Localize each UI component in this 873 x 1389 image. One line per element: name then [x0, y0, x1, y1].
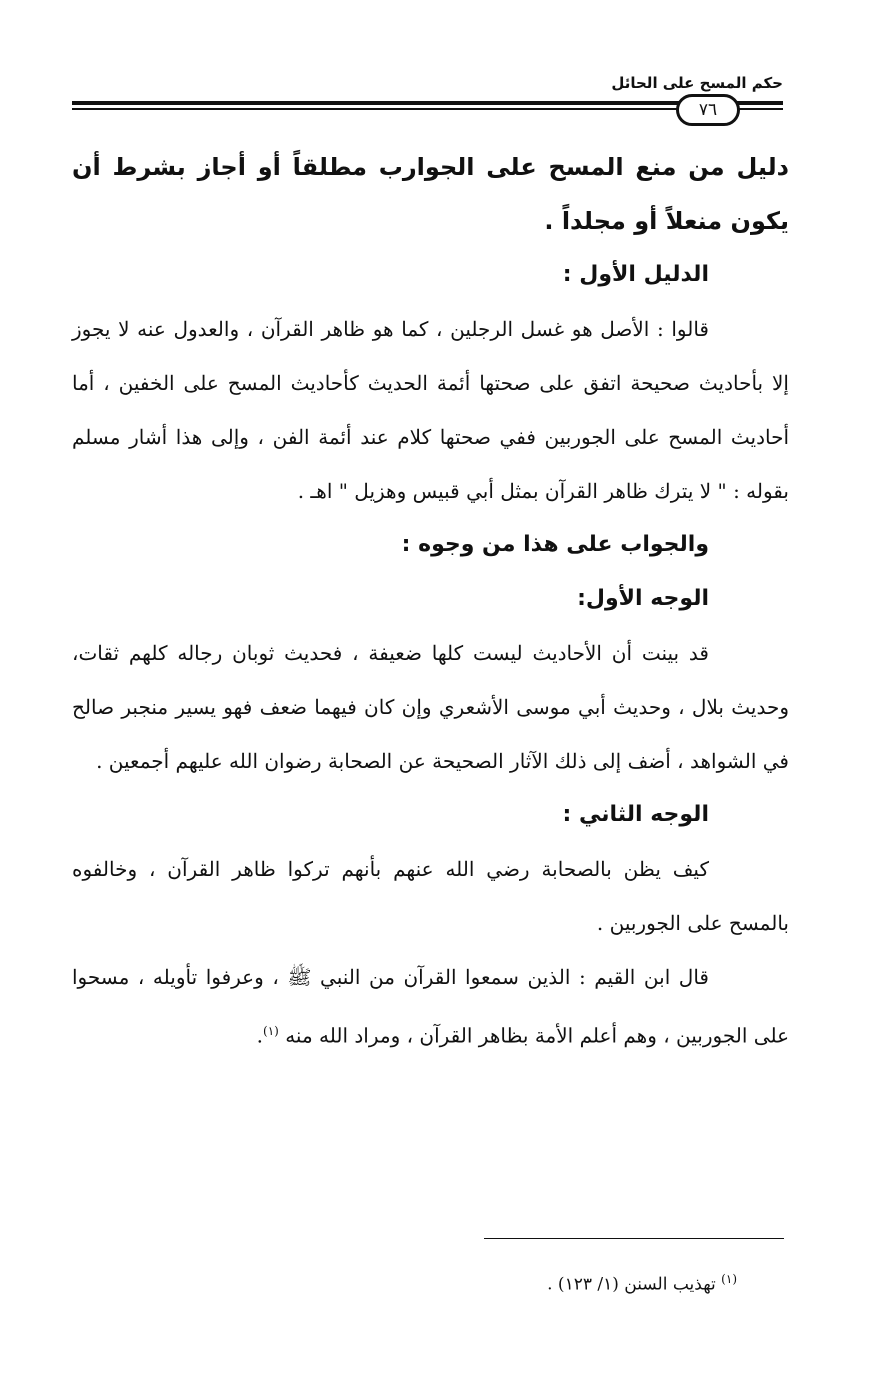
footnote — [547, 1264, 737, 1300]
paragraph-2: قد بينت أن الأحاديث ليست كلها ضعيفة ، فحديث ثوبان رجاله كلهم ثقات، وحديث بلال ، وحديث أبي موسى الأشعري وإن كان فيهما ضعف فهو يسير منجبر صالح في الشواهد ، أضف إلى ذلك الآثار الصحيحة عن الصحابة رضوان الله عليهم أجمعين . — [72, 641, 789, 773]
heading-answer: والجواب على هذا من وجوه : — [401, 532, 709, 557]
footnote-divider — [484, 1238, 784, 1239]
heading-first-aspect: الوجه الأول: — [577, 586, 709, 611]
paragraph-4 — [72, 950, 789, 1063]
running-title: حكم المسح على الحائل — [611, 74, 783, 92]
paragraph-3: كيف يظن بالصحابة رضي الله عنهم بأنهم تركوا ظاهر القرآن ، وخالفوه بالمسح على الجوربين . — [72, 857, 789, 935]
paragraph-4-end: . — [256, 1023, 263, 1048]
section-title: دليل من منع المسح على الجوارب مطلقاً أو أجاز بشرط أن يكون منعلاً أو مجلداً . — [72, 153, 789, 235]
footnote-text: تهذيب السنن (١/ ١٢٣) . — [547, 1274, 716, 1295]
paragraph-1: قالوا : الأصل هو غسل الرجلين ، كما هو ظاهر القرآن ، والعدول عنه لا يجوز إلا بأحاديث صحيحة اتفق على صحتها أئمة الحديث كأحاديث المسح على الخفين ، أما أحاديث المسح على الجوربين ففي صحتها كلام عند أئمة الفن ، وإلى هذا أشار مسلم بقوله : " لا يترك ظاهر القرآن بمثل أبي قبيس وهزيل " اهـ . — [72, 317, 789, 503]
heading-second-aspect: الوجه الثاني : — [562, 802, 709, 827]
footnote-reference[interactable]: (١) — [263, 1024, 279, 1038]
main-text — [72, 140, 789, 1063]
heading-first-evidence: الدليل الأول : — [562, 262, 709, 287]
page-number-badge — [676, 94, 740, 126]
footnote-marker: (١) — [721, 1272, 737, 1286]
page-number: ٧٦ — [698, 100, 718, 120]
paragraph-4-text: قال ابن القيم : الذين سمعوا القرآن من النبي ﷺ ، وعرفوا تأويله ، مسحوا على الجوربين ، وهم أعلم الأمة بظاهر القرآن ، ومراد الله منه — [72, 965, 789, 1048]
